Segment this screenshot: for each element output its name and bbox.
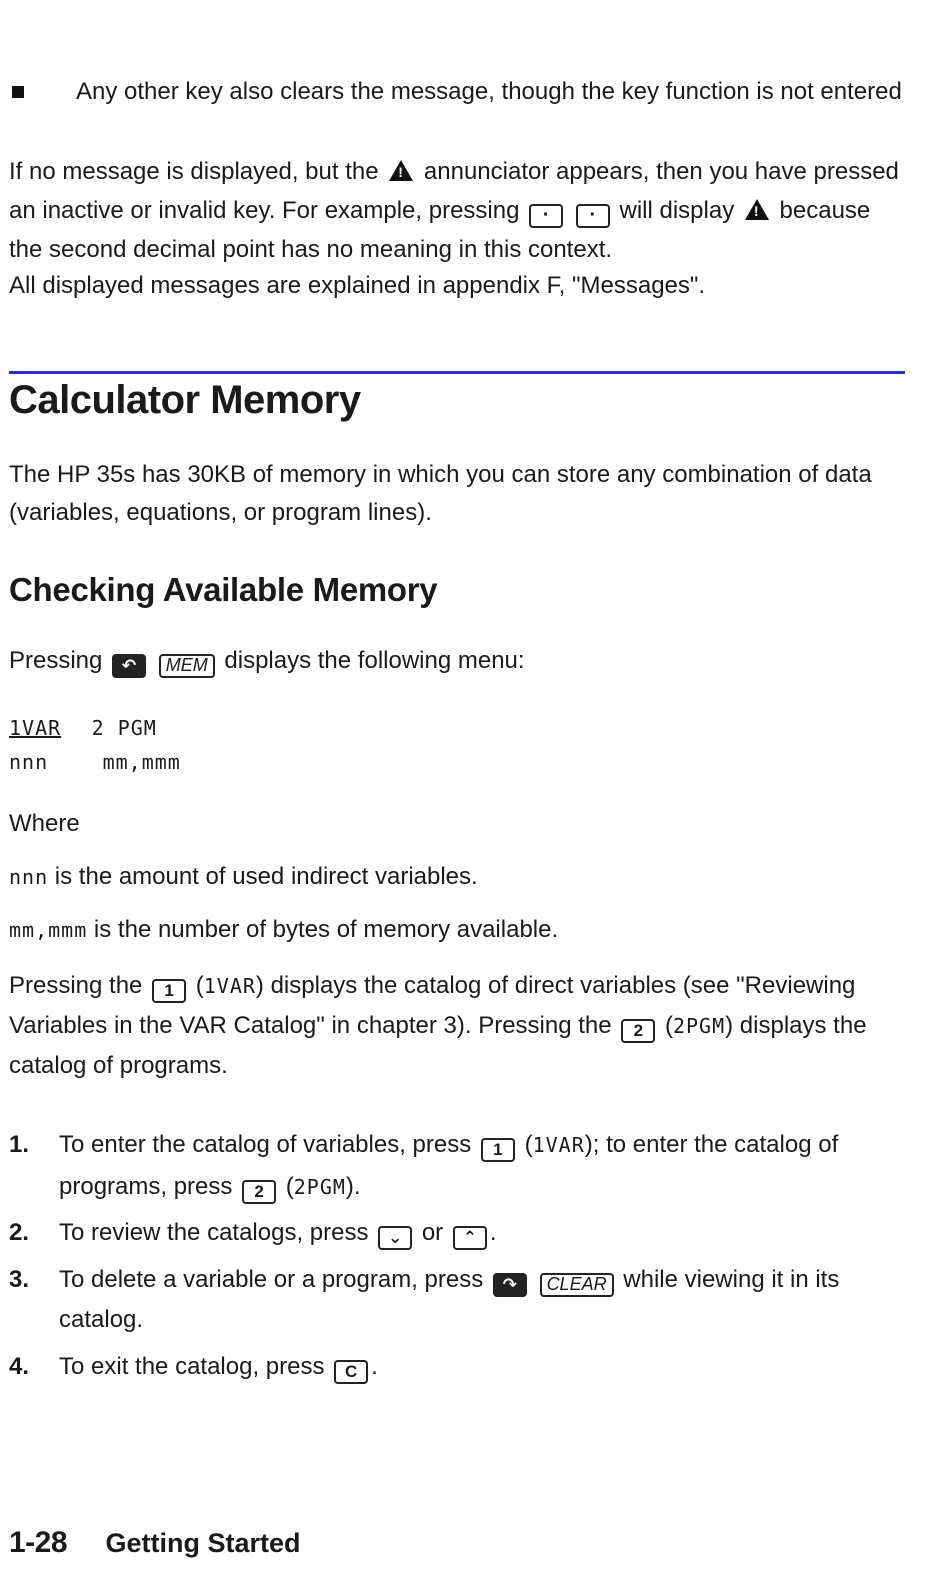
- step-number: 2.: [9, 1219, 30, 1246]
- key-2-icon: 2: [621, 1019, 655, 1043]
- steps-list: [9, 1124, 906, 1394]
- text-line: All displayed messages are explained in appendix F, "Messages".: [9, 272, 706, 299]
- key-2-icon: 2: [242, 1180, 276, 1204]
- text-line: the second decimal point has no meaning in this context.: [9, 236, 613, 263]
- where-label: Where: [9, 810, 80, 837]
- list-item: 1. To enter the catalog of variables, press 1 (1VAR); to enter the catalog of programs, press 2 (2PGM).: [9, 1124, 906, 1208]
- decimal-point-key-icon: ·: [529, 204, 563, 228]
- mm-definition: [9, 910, 906, 950]
- list-item: [9, 1346, 906, 1388]
- right-shift-key-icon: ↷: [493, 1273, 527, 1297]
- text-span: an inactive or invalid key. For example, pressing: [9, 197, 520, 224]
- text-span: .: [489, 1219, 497, 1246]
- text-span: while viewing it in its catalog.: [59, 1266, 840, 1333]
- lcd-2pgm: 2 PGM: [91, 716, 157, 740]
- section-title: Calculator Memory: [9, 378, 361, 422]
- clear-key-icon: CLEAR: [540, 1273, 614, 1297]
- up-arrow-key-icon: ⌃: [453, 1226, 487, 1250]
- text-span: .: [371, 1353, 378, 1380]
- lcd-mm-mmm: mm,mmm: [102, 750, 181, 774]
- warning-annunciator-icon: [745, 199, 769, 220]
- step-number: 4.: [9, 1353, 30, 1380]
- text-span: ).: [345, 1173, 361, 1200]
- nnn-definition: [9, 857, 906, 897]
- down-arrow-key-icon: ⌄: [378, 1226, 412, 1250]
- text-span: To delete a variable or a program, press: [59, 1266, 484, 1293]
- page-footer: [9, 1526, 301, 1560]
- text-span: is the number of bytes of memory available.: [93, 916, 559, 943]
- text-span: ) displays the catalog of direct variables (see "Reviewing Variables in the VAR Catalog" in chapter 3). Pressing the: [9, 972, 856, 1039]
- lcd-display: [9, 716, 906, 784]
- bullet-text: Any other key also clears the message, though the key function is not entered: [76, 78, 902, 105]
- list-item: [9, 1260, 906, 1340]
- bullet-square-icon: [12, 86, 24, 98]
- lcd-mm-code: mm,mmm: [9, 918, 88, 942]
- c-key-icon: C: [334, 1360, 368, 1384]
- text-span: because: [779, 197, 871, 224]
- text-span: annunciator appears, then you have pressed: [423, 158, 899, 185]
- lcd-2pgm-inline: 2PGM: [293, 1175, 346, 1199]
- text-span: displays the following menu:: [224, 647, 525, 674]
- lcd-nnn-code: nnn: [9, 865, 49, 889]
- decimal-point-key-icon: ·: [576, 204, 610, 228]
- step-number: 3.: [9, 1266, 30, 1293]
- section-intro: The HP 35s has 30KB of memory in which you can store any combination of data (variables, equations, or program lines).: [9, 461, 872, 526]
- left-shift-key-icon: ↶: [112, 654, 146, 678]
- mem-key-icon: MEM: [159, 654, 215, 678]
- lcd-2pgm-inline: 2PGM: [672, 1014, 726, 1038]
- lcd-nnn: nnn: [9, 750, 49, 774]
- text-span: is the amount of used indirect variables.: [54, 863, 478, 890]
- text-span: Pressing: [9, 647, 103, 674]
- text-span: To review the catalogs, press: [59, 1219, 369, 1246]
- text-span: To enter the catalog of variables, press: [59, 1131, 472, 1158]
- warning-annunciator-icon: [389, 160, 413, 181]
- paragraph-invalid-key: [9, 152, 906, 303]
- subsection-title: Checking Available Memory: [9, 571, 438, 608]
- key-1-icon: 1: [481, 1138, 515, 1162]
- list-item: [9, 1212, 906, 1254]
- key-1-icon: 1: [152, 979, 186, 1003]
- paragraph-catalog: Pressing the 1 (1VAR) displays the catalog of direct variables (see "Reviewing Variables in the VAR Catalog" in chapter 3). Pressing the 2 (2PGM) displays the catalog of programs.: [9, 972, 867, 1079]
- text-span: To exit the catalog, press: [59, 1353, 325, 1380]
- text-span: ); to enter the catalog of programs, press: [59, 1131, 839, 1200]
- lcd-1var: 1VAR: [9, 716, 62, 740]
- text-span: Pressing the: [9, 972, 143, 999]
- text-span: or: [421, 1219, 444, 1246]
- text-span: will display: [619, 197, 735, 224]
- text-span: If no message is displayed, but the: [9, 158, 379, 185]
- step-number: 1.: [9, 1131, 30, 1158]
- chapter-title: Getting Started: [105, 1528, 301, 1558]
- lcd-1var-inline: 1VAR: [532, 1133, 585, 1157]
- page-number: 1-28: [9, 1526, 68, 1559]
- text-span: ) displays the catalog of programs.: [9, 1012, 867, 1079]
- lcd-1var-inline: 1VAR: [203, 974, 256, 998]
- pressing-mem-line: [9, 641, 906, 680]
